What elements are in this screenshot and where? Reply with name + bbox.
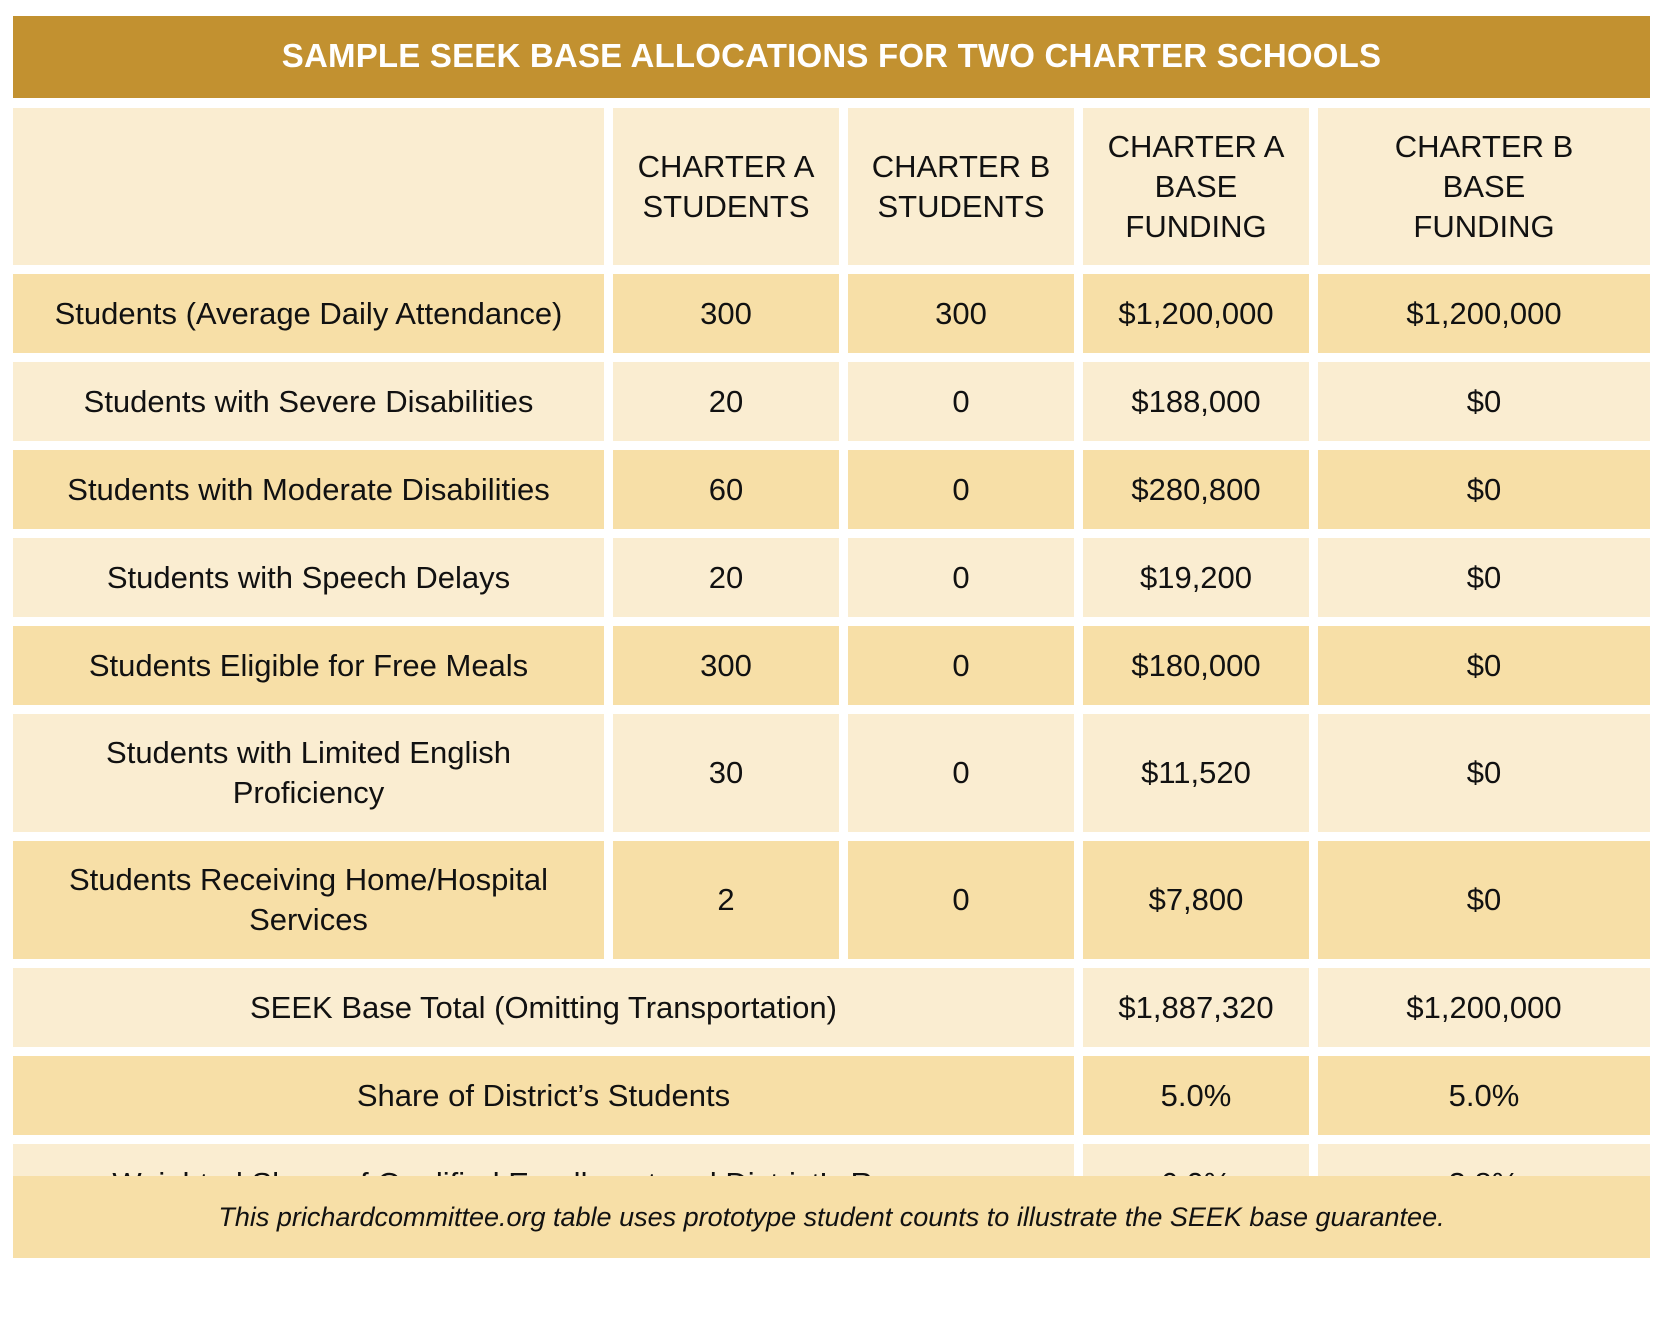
- cell-a-students: 20: [613, 362, 848, 450]
- cell-a-funding: $11,520: [1083, 714, 1318, 841]
- row-label: Students Receiving Home/Hospital Services: [13, 841, 613, 968]
- allocation-table: [13, 108, 1650, 1232]
- row-label: Students with Severe Disabilities: [13, 362, 613, 450]
- header-charter-b-students: CHARTER B STUDENTS: [848, 108, 1083, 274]
- header-empty: [13, 108, 613, 274]
- summary-b: $1,200,000: [1318, 968, 1650, 1056]
- footnote-bar: [13, 1176, 1650, 1258]
- summary-a: $1,887,320: [1083, 968, 1318, 1056]
- cell-b-students: 0: [848, 714, 1083, 841]
- header-row: [13, 108, 1650, 274]
- row-label: Students with Limited English Proficiency: [13, 714, 613, 841]
- cell-b-students: 0: [848, 626, 1083, 714]
- cell-b-funding: $0: [1318, 841, 1650, 968]
- cell-b-funding: $0: [1318, 714, 1650, 841]
- table-row: [13, 714, 1650, 841]
- cell-a-students: 60: [613, 450, 848, 538]
- table-row: [13, 274, 1650, 362]
- row-label: Students (Average Daily Attendance): [13, 274, 613, 362]
- table-title: SAMPLE SEEK BASE ALLOCATIONS FOR TWO CHARTER SCHOOLS: [281, 37, 1382, 74]
- cell-b-students: 0: [848, 362, 1083, 450]
- footnote-text: This prichardcommittee.org table uses prototype student counts to illustrate the SEEK base guarantee.: [218, 1201, 1445, 1232]
- cell-a-students: 30: [613, 714, 848, 841]
- row-label: Students with Moderate Disabilities: [13, 450, 613, 538]
- summary-a: 5.0%: [1083, 1056, 1318, 1144]
- table-row: [13, 626, 1650, 714]
- summary-row: [13, 968, 1650, 1056]
- table-row: [13, 450, 1650, 538]
- header-charter-a-funding: CHARTER A BASE FUNDING: [1083, 108, 1318, 274]
- cell-a-students: 20: [613, 538, 848, 626]
- cell-a-funding: $7,800: [1083, 841, 1318, 968]
- cell-b-funding: $1,200,000: [1318, 274, 1650, 362]
- table-row: [13, 538, 1650, 626]
- cell-a-funding: $1,200,000: [1083, 274, 1318, 362]
- table-figure: [13, 16, 1650, 1314]
- cell-a-students: 300: [613, 274, 848, 362]
- cell-a-funding: $19,200: [1083, 538, 1318, 626]
- cell-b-funding: $0: [1318, 362, 1650, 450]
- cell-b-funding: $0: [1318, 538, 1650, 626]
- cell-a-funding: $280,800: [1083, 450, 1318, 538]
- cell-b-students: 0: [848, 450, 1083, 538]
- header-charter-b-funding: CHARTER B BASE FUNDING: [1318, 108, 1650, 274]
- cell-a-funding: $188,000: [1083, 362, 1318, 450]
- table-row: [13, 841, 1650, 968]
- table-title-bar: [13, 16, 1650, 98]
- summary-row: [13, 1056, 1650, 1144]
- cell-b-students: 0: [848, 841, 1083, 968]
- cell-b-students: 300: [848, 274, 1083, 362]
- summary-label: Share of District’s Students: [13, 1056, 1083, 1144]
- cell-a-students: 300: [613, 626, 848, 714]
- row-label: Students with Speech Delays: [13, 538, 613, 626]
- cell-b-funding: $0: [1318, 626, 1650, 714]
- cell-a-students: 2: [613, 841, 848, 968]
- row-label: Students Eligible for Free Meals: [13, 626, 613, 714]
- summary-label: SEEK Base Total (Omitting Transportation): [13, 968, 1083, 1056]
- cell-b-students: 0: [848, 538, 1083, 626]
- cell-a-funding: $180,000: [1083, 626, 1318, 714]
- summary-b: 5.0%: [1318, 1056, 1650, 1144]
- header-charter-a-students: CHARTER A STUDENTS: [613, 108, 848, 274]
- table-row: [13, 362, 1650, 450]
- cell-b-funding: $0: [1318, 450, 1650, 538]
